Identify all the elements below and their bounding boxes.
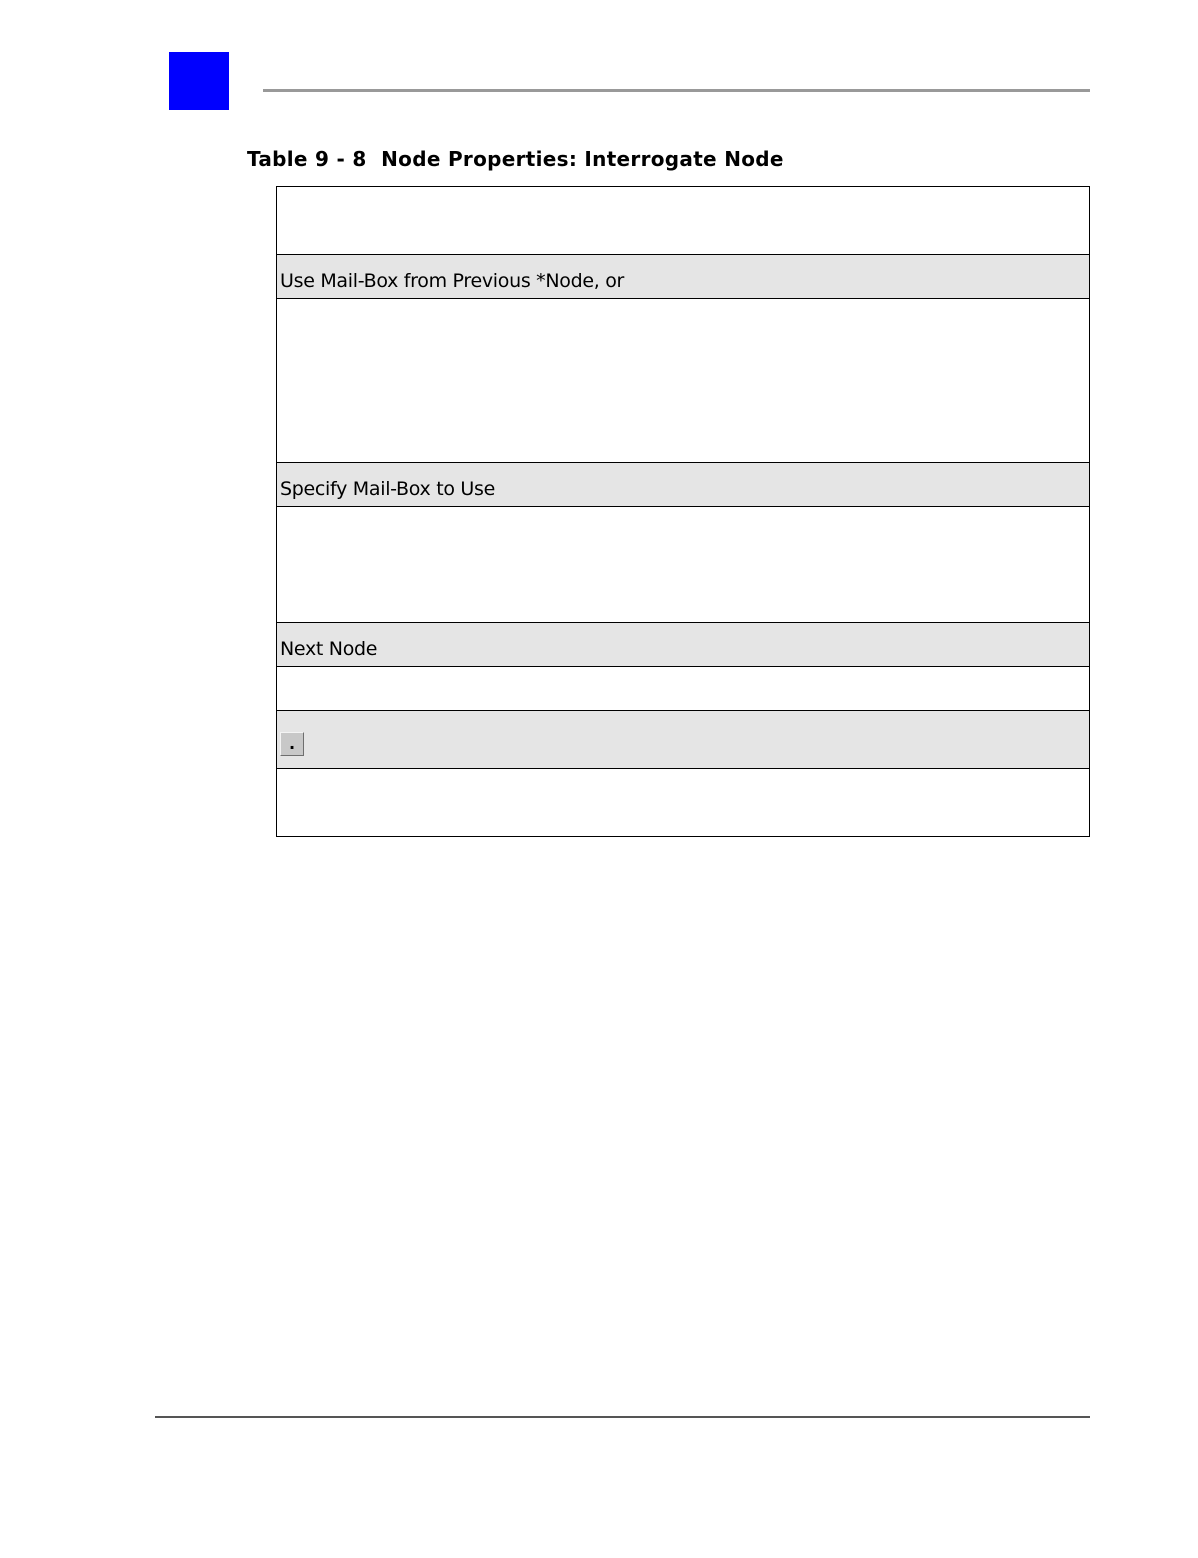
table-row-header <box>277 623 1089 667</box>
table-row <box>277 187 1089 255</box>
browse-button[interactable]: . <box>280 732 304 756</box>
table-row <box>277 299 1089 463</box>
table-row <box>277 769 1089 837</box>
row-label-use-mailbox-from-previous: Use Mail-Box from Previous *Node, or <box>280 270 625 292</box>
table-row-header <box>277 255 1089 299</box>
row-label-next-node: Next Node <box>280 638 378 660</box>
table-row <box>277 667 1089 711</box>
table-row-header <box>277 711 1089 769</box>
table-caption: Table 9 - 8 Node Properties: Interrogate Node <box>247 147 784 171</box>
table-row-header <box>277 463 1089 507</box>
table-row <box>277 507 1089 623</box>
footer-rule <box>155 1416 1090 1418</box>
header-rule <box>263 89 1090 92</box>
node-properties-table <box>276 186 1090 837</box>
row-label-specify-mailbox: Specify Mail-Box to Use <box>280 478 496 500</box>
chapter-tab <box>169 52 229 110</box>
